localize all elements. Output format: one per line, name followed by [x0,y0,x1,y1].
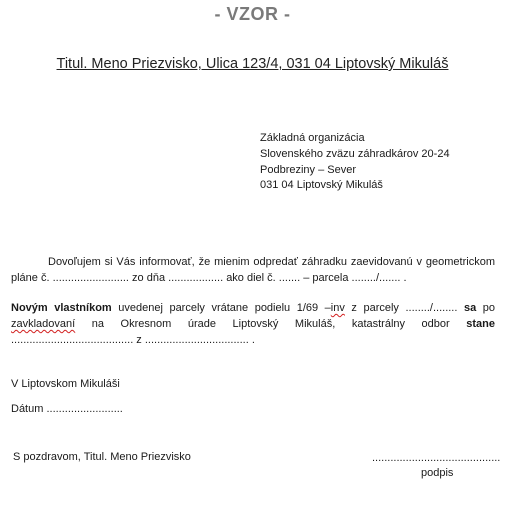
paragraph-2-text-e: ........................................ z .................................. . [11,334,255,346]
bold-word-stane: stane [466,318,495,330]
paragraph-new-owner [11,300,495,348]
paragraph-2-text-a: uvedenej parcely vrátane podielu 1/69 – [111,302,331,314]
paragraph-2-text-d: na Okresnom úrade Liptovský Mikuláš, katastrálny odbor [75,318,467,330]
closing-greeting: S pozdravom, Titul. Meno Priezvisko [13,451,191,463]
place-line: V Liptovskom Mikuláši [11,378,120,390]
recipient-line-1: Základná organizácia [260,132,365,144]
spellcheck-word-inv: inv [330,302,345,314]
spellcheck-word-zavkladovani: zavkladovaní [11,318,76,330]
recipient-line-4: 031 04 Liptovský Mikuláš [260,179,383,191]
paragraph-2-text-c: po [476,302,496,314]
paragraph-1-text: Dovoľujem si Vás informovať, že mienim odpredať záhradku zaevidovanú v geometrickom pláne č. ......................... zo dňa .................. ako diel č. ....... – parcela ......../....... . [11,256,495,284]
document-heading: - VZOR - [214,4,291,24]
date-line: Dátum ......................... [11,403,123,415]
paragraph-intent-to-sell [11,254,495,286]
recipient-line-3: Podbreziny – Sever [260,164,356,176]
sender-address-line: Titul. Meno Priezvisko, Ulica 123/4, 031 04 Liptovský Mikuláš [56,56,449,72]
recipient-line-2: Slovenského zväzu záhradkárov 20-24 [260,148,450,160]
new-owner-label: Novým vlastníkom [11,302,112,314]
signature-line: .......................................... [372,452,501,464]
signature-label: podpis [421,467,454,479]
bold-word-sa: sa [463,302,477,314]
paragraph-2-text-b: z parcely ......../........ [344,302,464,314]
